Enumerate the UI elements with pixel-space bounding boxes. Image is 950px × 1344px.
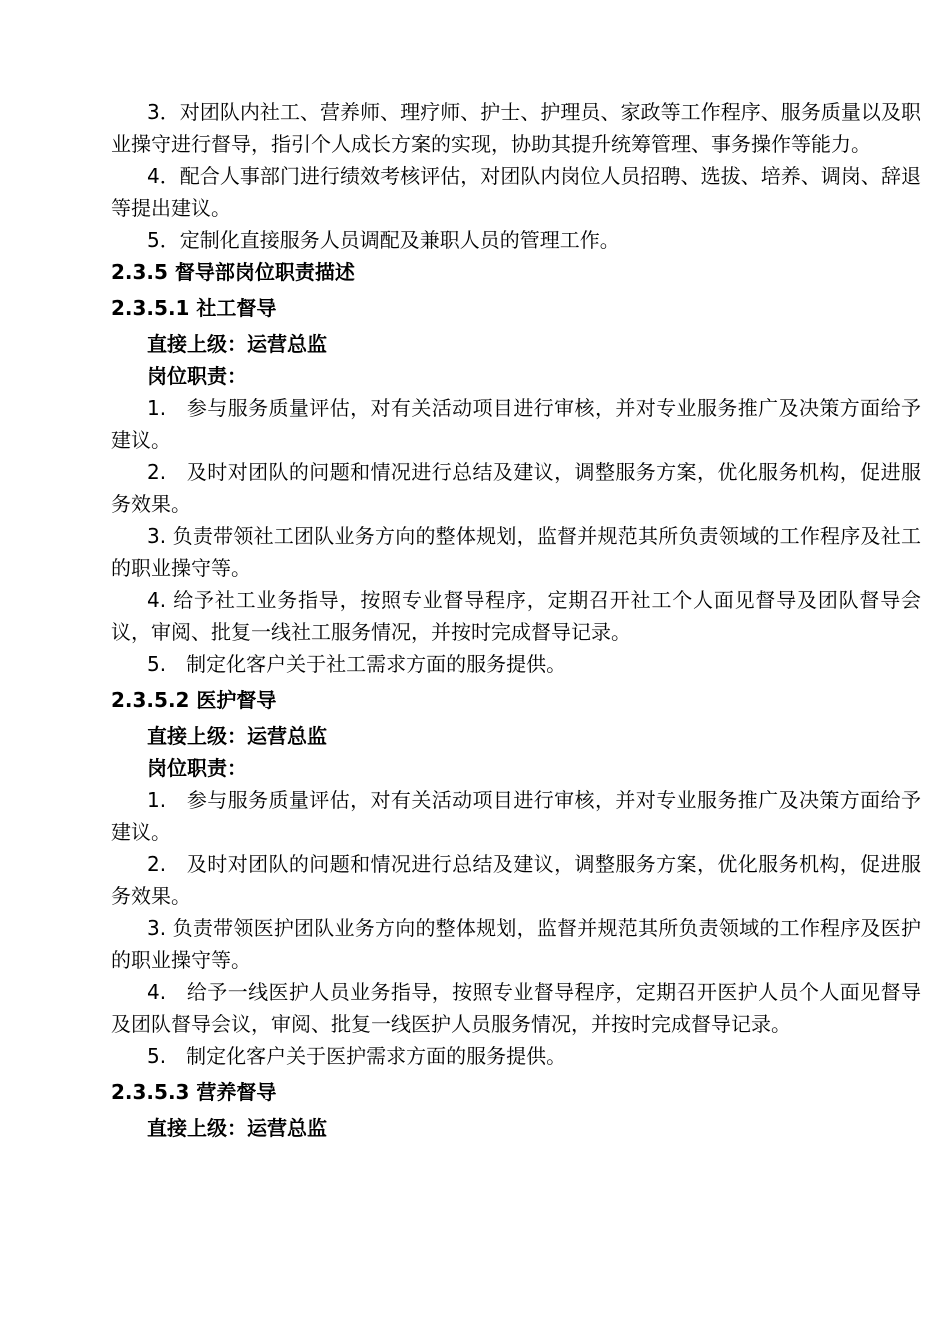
duty-item-2-3-5-1-3: 3. 负责带领社工团队业务方向的整体规划，监督并规范其所负责领域的工作程序及社工的职业操守等。 bbox=[111, 524, 921, 580]
duties-label-2-3-5-2: 岗位职责： bbox=[147, 756, 247, 780]
duty-item-2-3-5-2-4: 4. 给予一线医护人员业务指导，按照专业督导程序，定期召开医护人员个人面见督导及团队督导会议，审阅、批复一线医护人员服务情况，并按时完成督导记录。 bbox=[111, 980, 921, 1036]
duty-item-2-3-5-1-2: 2. 及时对团队的问题和情况进行总结及建议，调整服务方案，优化服务机构，促进服务效果。 bbox=[111, 460, 921, 516]
section-heading-2-3-5-3: 2.3.5.3 营养督导 bbox=[111, 1080, 277, 1104]
duty-item-2-3-5-1-4: 4. 给予社工业务指导，按照专业督导程序，定期召开社工个人面见督导及团队督导会议，审阅、批复一线社工服务情况，并按时完成督导记录。 bbox=[111, 588, 921, 644]
duty-item-2-3-5-2-3: 3. 负责带领医护团队业务方向的整体规划，监督并规范其所负责领域的工作程序及医护的职业操守等。 bbox=[111, 916, 921, 972]
section-heading-2-3-5-2: 2.3.5.2 医护督导 bbox=[111, 688, 277, 712]
duty-item-2-3-5-1-1: 1. 参与服务质量评估，对有关活动项目进行审核，并对专业服务推广及决策方面给予建议。 bbox=[111, 396, 921, 452]
paragraph-item-5: 5．定制化直接服务人员调配及兼职人员的管理工作。 bbox=[147, 228, 620, 252]
document-page bbox=[111, 96, 921, 1144]
duty-item-2-3-5-1-5: 5. 制定化客户关于社工需求方面的服务提供。 bbox=[147, 652, 567, 676]
paragraph-item-4: 4．配合人事部门进行绩效考核评估，对团队内岗位人员招聘、选拔、培养、调岗、辞退等提出建议。 bbox=[111, 164, 921, 220]
paragraph-item-3: 3．对团队内社工、营养师、理疗师、护士、护理员、家政等工作程序、服务质量以及职业操守进行督导，指引个人成长方案的实现，协助其提升统筹管理、事务操作等能力。 bbox=[111, 100, 921, 156]
duty-item-2-3-5-2-5: 5. 制定化客户关于医护需求方面的服务提供。 bbox=[147, 1044, 567, 1068]
section-heading-2-3-5: 2.3.5 督导部岗位职责描述 bbox=[111, 260, 355, 284]
direct-superior-2-3-5-3: 直接上级：运营总监 bbox=[147, 1116, 327, 1140]
duty-item-2-3-5-2-2: 2. 及时对团队的问题和情况进行总结及建议，调整服务方案，优化服务机构，促进服务效果。 bbox=[111, 852, 921, 908]
direct-superior-2-3-5-1: 直接上级：运营总监 bbox=[147, 332, 327, 356]
section-heading-2-3-5-1: 2.3.5.1 社工督导 bbox=[111, 296, 277, 320]
direct-superior-2-3-5-2: 直接上级：运营总监 bbox=[147, 724, 327, 748]
duties-label-2-3-5-1: 岗位职责： bbox=[147, 364, 247, 388]
duty-item-2-3-5-2-1: 1. 参与服务质量评估，对有关活动项目进行审核，并对专业服务推广及决策方面给予建议。 bbox=[111, 788, 921, 844]
